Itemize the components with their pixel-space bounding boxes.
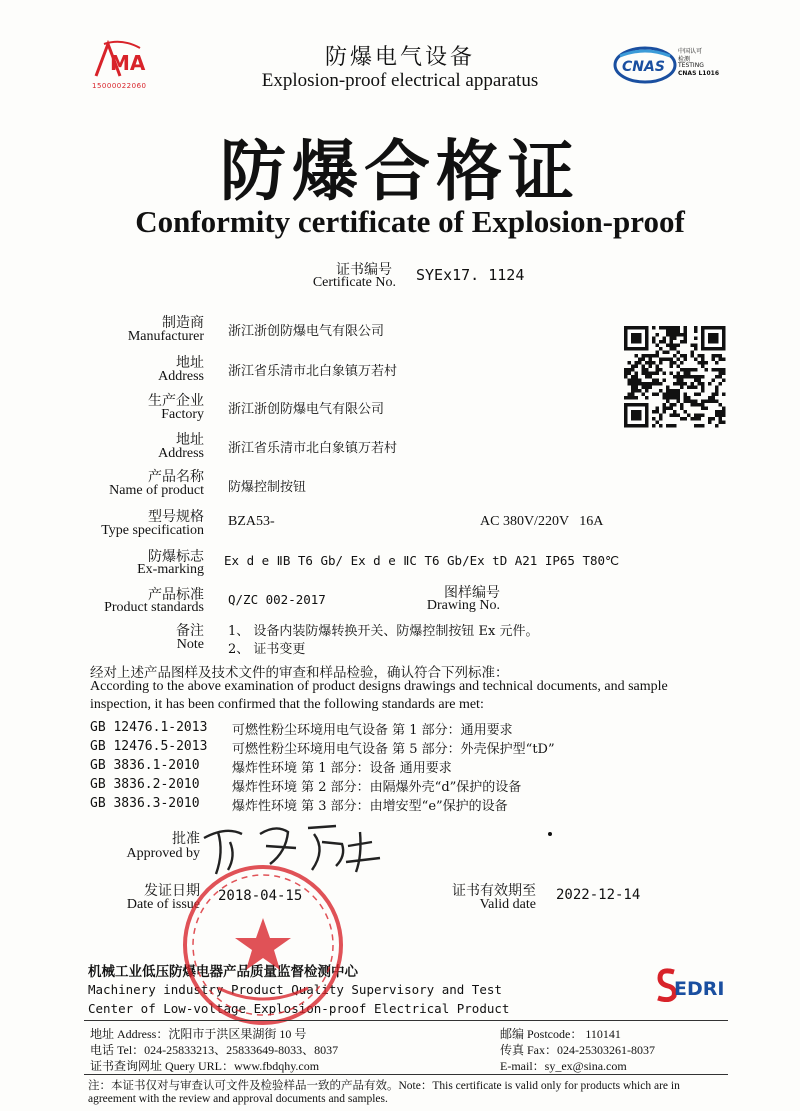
- valid-label-en: Valid date: [479, 897, 536, 912]
- factory-label-cn: 生产企业: [148, 393, 204, 409]
- address2-label-en: Address: [158, 446, 204, 461]
- main-title-cn: 防爆合格证: [220, 132, 580, 210]
- certificate-label-en: Certificate No.: [312, 275, 396, 290]
- sedri-logo: [656, 966, 736, 1006]
- standard-name: 可燃性粉尘环境用电气设备 第 5 部分：外壳保护型“tD”: [232, 742, 555, 757]
- cnas-side-cn1: 中国认可: [678, 48, 703, 55]
- issue-label-en: Date of issue: [126, 897, 200, 912]
- footer-tel: 电话 Tel：024-25833213、25833649-8033、8037: [90, 1043, 339, 1057]
- marking-label-en: Ex-marking: [137, 562, 204, 577]
- approval-label-cn: 批准: [172, 831, 200, 847]
- dot-mark: [548, 832, 552, 836]
- examination-cn: 经对上述产品图样及技术文件的审查和样品检验，确认符合下列标准：: [90, 665, 509, 681]
- footer-fax: 传真 Fax：024-25303261-8037: [500, 1043, 655, 1057]
- standards-label-en: Product standards: [104, 600, 204, 615]
- manufacturer-label-cn: 制造商: [162, 315, 204, 331]
- address1-value: 浙江省乐清市北白象镇万若村: [228, 364, 398, 379]
- official-seal: [178, 860, 348, 1030]
- address1-label-en: Address: [158, 369, 204, 384]
- standard-code: GB 12476.1-2013: [90, 720, 208, 735]
- standard-name: 可燃性粉尘环境用电气设备 第 1 部分：通用要求: [232, 723, 513, 738]
- standards-value: Q/ZC 002-2017: [228, 592, 326, 607]
- certificate-label-cn: 证书编号: [336, 262, 392, 278]
- center-cn: 机械工业低压防爆电器产品质量监督检测中心: [88, 964, 358, 980]
- header-title-cn: 防爆电气设备: [324, 45, 475, 70]
- footer-disclaimer-line2: agreement with the review and approval documents and samples.: [88, 1093, 388, 1105]
- cnas-logo: [612, 44, 722, 86]
- drawing-label-en: Drawing No.: [426, 598, 500, 613]
- valid-date: 2022-12-14: [556, 887, 641, 903]
- standard-name: 爆炸性环境 第 3 部分：由增安型“e”保护的设备: [232, 799, 508, 814]
- standard-name: 爆炸性环境 第 2 部分：由隔爆外壳“d”保护的设备: [232, 780, 522, 795]
- main-title-en: Conformity certificate of Explosion-proof: [135, 204, 685, 239]
- type-label-en: Type specification: [101, 523, 204, 538]
- type-label-cn: 型号规格: [148, 509, 204, 525]
- product-value: 防爆控制按钮: [228, 480, 307, 495]
- footer-address: 地址 Address：沈阳市于洪区果湖街 10 号: [90, 1027, 307, 1041]
- product-label-cn: 产品名称: [148, 469, 204, 485]
- standard-code: GB 12476.5-2013: [90, 739, 208, 754]
- cnas-number: CNAS L1016: [678, 70, 720, 77]
- examination-en2: inspection, it has been confirmed that the following standards are met:: [90, 697, 484, 712]
- drawing-label-cn: 图样编号: [444, 585, 500, 601]
- note-label-cn: 备注: [176, 623, 204, 639]
- note-line1: 1、 设备内装防爆转换开关、防爆控制按钮 Ex 元件。: [228, 624, 539, 639]
- note-label-en: Note: [176, 637, 204, 652]
- factory-value: 浙江浙创防爆电气有限公司: [228, 402, 385, 417]
- cnas-side-cn2: 检测: [678, 56, 691, 63]
- standard-code: GB 3836.1-2010: [90, 758, 200, 773]
- address1-label-cn: 地址: [176, 355, 204, 371]
- issue-label-cn: 发证日期: [144, 883, 200, 899]
- address2-value: 浙江省乐清市北白象镇万若村: [228, 441, 398, 456]
- factory-label-en: Factory: [161, 407, 204, 422]
- examination-en1: According to the above examination of product designs drawings and technical documents, and sample: [90, 679, 668, 694]
- product-label-en: Name of product: [109, 483, 204, 498]
- manufacturer-value: 浙江浙创防爆电气有限公司: [228, 324, 385, 339]
- header-title-en: Explosion-proof electrical apparatus: [261, 70, 539, 91]
- footer-postcode: 邮编 Postcode： 110141: [500, 1027, 621, 1041]
- qr-code: [624, 326, 728, 440]
- issue-date: 2018-04-15: [218, 888, 303, 904]
- marking-label-cn: 防爆标志: [148, 549, 204, 565]
- center-en1: Machinery industry Product Quality Supervisory and Test: [88, 982, 502, 997]
- valid-label-cn: 证书有效期至: [452, 883, 536, 899]
- cma-caption: 15000022060: [92, 82, 147, 90]
- standard-code: GB 3836.3-2010: [90, 796, 200, 811]
- standard-name: 爆炸性环境 第 1 部分：设备 通用要求: [232, 761, 452, 776]
- cnas-side-en: TESTING: [678, 62, 704, 69]
- manufacturer-label-en: Manufacturer: [127, 329, 204, 344]
- address2-label-cn: 地址: [176, 432, 204, 448]
- type-value: BZA53-: [228, 514, 275, 529]
- certificate-number: SYEx17. 1124: [416, 266, 525, 284]
- footer-query-url: 证书查询网址 Query URL：www.fbdqhy.com: [90, 1059, 320, 1073]
- type-rating: AC 380V/220V 16A: [480, 514, 604, 529]
- svg-text:CNAS: CNAS: [622, 59, 665, 75]
- approval-label-en: Approved by: [126, 846, 200, 861]
- footer-rule-top: [84, 1020, 728, 1021]
- svg-text:MA: MA: [110, 51, 146, 75]
- standards-label-cn: 产品标准: [148, 587, 204, 603]
- sedri-text: EDRI: [674, 978, 725, 1000]
- standard-code: GB 3836.2-2010: [90, 777, 200, 792]
- footer-disclaimer-line1: 注：本证书仅对与审查认可文件及检验样品一致的产品有效。Note：This certificate is valid only for products which are in: [88, 1080, 680, 1092]
- star-icon: [235, 918, 291, 970]
- center-en2: Center of Low-voltage Explosion-proof Electrical Product: [88, 1001, 510, 1016]
- cnas-logo-icon: [612, 44, 678, 86]
- marking-value: Ex d e ⅡB T6 Gb/ Ex d e ⅡC T6 Gb/Ex tD A21 IP65 T80℃: [224, 553, 620, 568]
- footer-email: E-mail：sy_ex@sina.com: [500, 1059, 627, 1073]
- note-line2: 2、 证书变更: [228, 642, 306, 657]
- footer-rule-bottom: [84, 1074, 728, 1075]
